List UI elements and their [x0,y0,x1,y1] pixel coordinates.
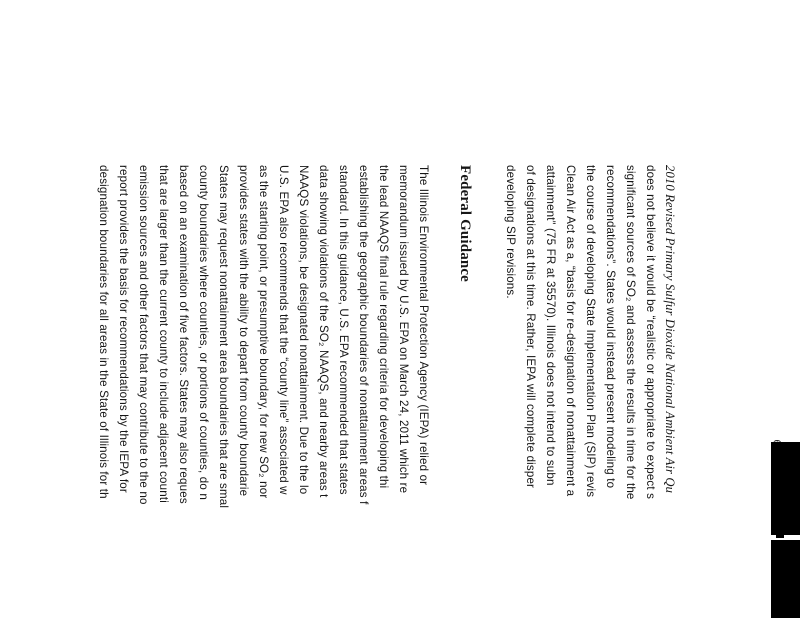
intro-line-1: 2010 Revised Primary Sulfur Dioxide National Ambient Air Qu [663,165,677,494]
body-line-16: report provides the basis for recommendations by the IEPA for [117,165,130,493]
scan-edge-mark-bottom [771,540,800,618]
body-line-6: data showing violations of the SO₂ NAAQS, and nearby areas t [317,165,330,498]
body-line-15: emission sources and other factors that may contribute to the no [137,165,150,505]
body-line-11: States may request nonattainment area boundaries that are smal [217,165,230,509]
body-line-1: The Illinois Environmental Protection Agency (IEPA) relied or [417,165,430,486]
body-line-2: memorandum issued by U.S. EPA on March 24, 2011 which re [397,165,410,494]
body-line-4: establishing the geographic boundaries of nonattainment areas f [357,165,370,505]
body-line-3: the lead NAAQS final rule regarding criteria for developing thi [377,165,390,489]
intro-line-4: recommendations”. States would instead present modeling to [604,165,617,489]
body-line-5: standard. In this guidance, U.S. EPA recommended that states [337,165,350,495]
intro-line-2: does not believe it would be “realistic or appropriate to expect s [644,165,657,500]
intro-line-6: Clean Air Act as a, “basis for re-designation of nonattainment a [564,165,577,497]
body-line-13: based on an examination of five factors. States may also reques [177,165,190,504]
body-line-14: that are larger than the current county to include adjacent counti [157,165,170,503]
body-line-7: NAAQS violations, be designated nonattainment. Due to the lo [297,165,310,495]
scan-edge-tick [776,534,784,538]
intro-line-7: attainment” (75 FR at 35570). Illinois does not intend to subn [544,165,557,486]
body-line-10: provides states with the ability to depart from county boundarie [237,165,250,497]
body-line-9: as the starting point, or presumptive boundary, for new SO₂ nor [257,165,270,499]
intro-line-5: the course of developing State Implementation Plan (SIP) revis [584,165,597,498]
body-line-12: county boundaries where counties, or portions of counties, do n [197,165,210,500]
rotated-text-block [97,165,680,618]
body-line-8: U.S. EPA also recommends that the “county line” associated w [277,165,290,495]
intro-line-3: significant sources of SO₂ and assess the results in time for the [624,165,637,500]
scan-edge-mark-top [771,442,800,535]
intro-line-9: developing SIP revisions. [504,165,517,299]
body-line-17: designation boundaries for all areas in the State of Illinois for th [97,165,110,499]
intro-line-8: of designations at this time. Rather, IEPA will complete disper [524,165,537,489]
section-heading: Federal Guidance [457,165,473,282]
